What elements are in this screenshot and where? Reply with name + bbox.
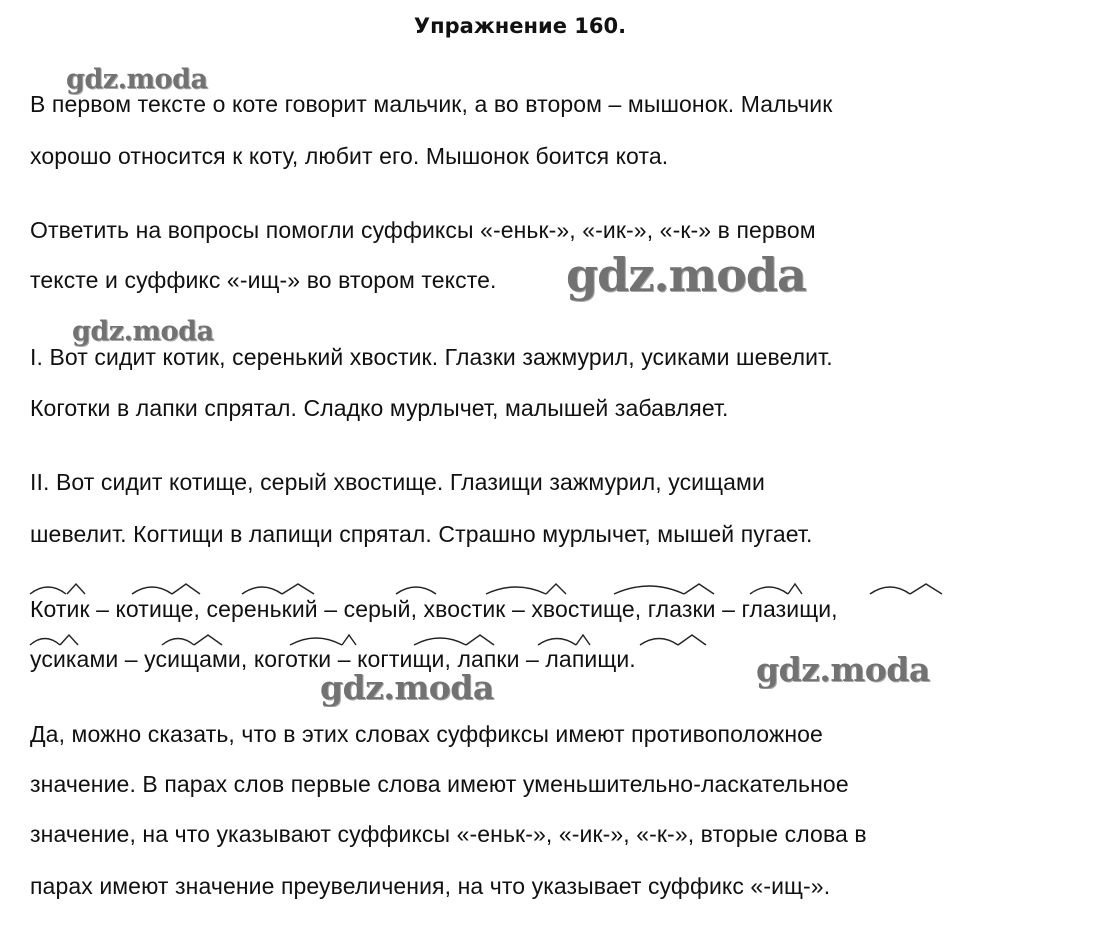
root-arc — [132, 587, 172, 594]
root-arc — [242, 587, 282, 594]
watermark: gdz.moda — [320, 668, 494, 707]
root-arc — [640, 639, 678, 646]
suffix-mark — [684, 584, 714, 594]
suffix-mark — [466, 635, 494, 645]
watermark: gdz.moda — [72, 316, 214, 347]
text-line: значение, на что указывают суффиксы «-еньк-», «-ик-», «-к-», вторые слова в — [30, 821, 867, 847]
watermark: gdz.moda — [566, 248, 806, 302]
root-arc — [290, 638, 342, 645]
text-line: Да, можно сказать, что в этих словах суффиксы имеют противоположное — [30, 721, 823, 747]
suffix-mark — [194, 635, 222, 645]
word-pairs-line: Котик – котище, серенький – серый, хвостик – хвостище, глазки – глазищи, — [30, 596, 838, 622]
root-arc — [750, 587, 788, 594]
text-line: значение. В парах слов первые слова имеют уменьшительно-ласкательное — [30, 771, 849, 797]
suffix-mark — [910, 584, 942, 594]
suffix-mark — [60, 635, 78, 645]
exercise-title: Упражнение 160. — [413, 14, 627, 38]
text-line: I. Вот сидит котик, серенький хвостик. Глазки зажмурил, усиками шевелит. — [30, 344, 833, 370]
text-line: шевелит. Когтищи в лапищи спрятал. Страшно мурлычет, мышей пугает. — [30, 521, 813, 547]
text-line: В первом тексте о коте говорит мальчик, а во втором – мышонок. Мальчик — [30, 91, 833, 117]
suffix-mark — [788, 584, 802, 594]
suffix-mark — [67, 584, 85, 594]
root-arc — [614, 586, 684, 594]
root-arc — [870, 587, 910, 594]
text-line: Коготки в лапки спрятал. Сладко мурлычет, малышей забавляет. — [30, 395, 729, 421]
watermark: gdz.moda — [756, 650, 930, 689]
root-arc — [414, 638, 466, 645]
suffix-mark — [576, 635, 590, 645]
suffix-mark — [546, 584, 566, 594]
root-arc — [486, 587, 546, 594]
suffix-mark — [342, 635, 356, 645]
word-pairs-line: усиками – усищами, коготки – когтищи, лапки – лапищи. — [30, 646, 636, 672]
suffix-mark — [172, 584, 200, 594]
text-line: парах имеют значение преувеличения, на что указывает суффикс «-ищ-». — [30, 873, 831, 899]
text-line: II. Вот сидит котище, серый хвостище. Глазищи зажмурил, усищами — [30, 469, 765, 495]
root-arc — [396, 587, 436, 594]
text-line: хорошо относится к коту, любит его. Мышонок боится кота. — [30, 143, 669, 169]
watermark: gdz.moda — [66, 64, 208, 95]
suffix-mark — [678, 635, 706, 645]
suffix-mark — [282, 584, 314, 594]
root-arc — [30, 587, 66, 594]
text-line: тексте и суффикс «-ищ-» во втором тексте. — [30, 267, 497, 293]
text-line: Ответить на вопросы помогли суффиксы «-еньк-», «-ик-», «-к-» в первом — [30, 217, 816, 243]
